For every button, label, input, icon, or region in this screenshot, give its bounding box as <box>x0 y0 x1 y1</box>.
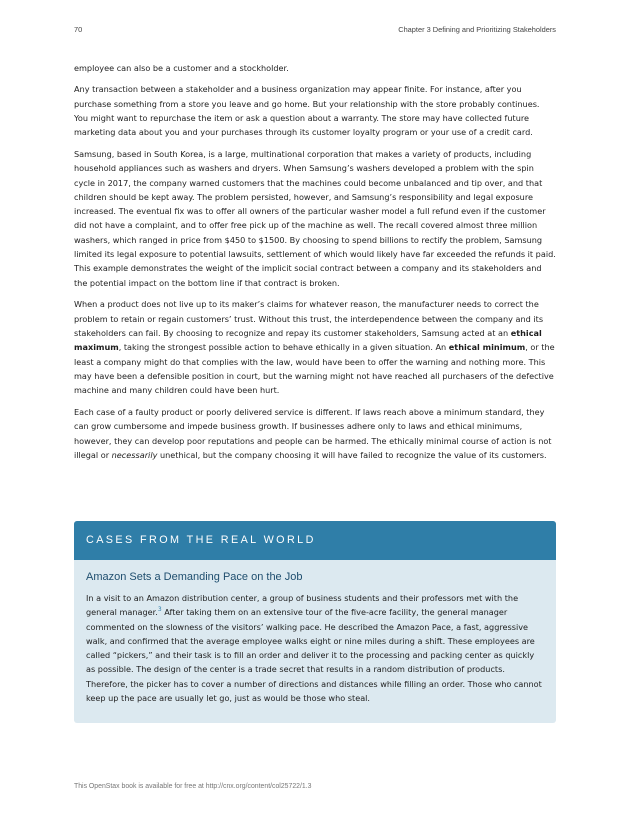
paragraph-4 <box>74 297 556 397</box>
page-header <box>74 25 556 37</box>
cases-feature-box <box>74 521 556 723</box>
paragraph-1: employee can also be a customer and a stockholder. <box>74 63 289 73</box>
main-text <box>74 61 556 470</box>
feature-text-part-a: In a visit to an Amazon distribution center, a group of business students and their professors met with the general manager. <box>86 593 519 618</box>
paragraph-5 <box>74 405 556 462</box>
feature-heading: CASES FROM THE REAL WORLD <box>74 521 556 560</box>
paragraph-2: Any transaction between a stakeholder and a business organization may appear finite. For instance, after you purchase something from a store you leave and go home. But your relationship with the store probably continues. You might want to repurchase the item or ask a question about a warranty. The store may have collected future marketing data about you and your purchases through its customer loyalty program or your use of a credit card. <box>74 84 540 138</box>
footnote-link[interactable]: 3 <box>157 606 162 614</box>
page-footer: This OpenStax book is available for free at http://cnx.org/content/col25722/1.3 <box>74 783 312 790</box>
paragraph-3: Samsung, based in South Korea, is a large, multinational corporation that makes a variety of products, including household appliances such as washers and dryers. When Samsung’s washers developed a problem with the spin cycle in 2017, the company warned customers that the machines could become unbalanced and tip over, and that children should be kept away. The problem persisted, however, and Samsung’s responsibility and legal exposure increased. The eventual fix was to offer all owners of the particular washer model a full refund even if the customer did not have a complaint, and to offer free pick up of the machine as well. The recall covered almost three million washers, which ranged in price from $450 to $1500. By choosing to spend billions to rectify the problem, Samsung limited its legal exposure to potential lawsuits, settlement of which would likely have far exceeded the refunds it paid. This example demonstrates the weight of the implicit social contract between a company and its stakeholders and the potential impact on the bottom line if that contract is broken. <box>74 148 556 288</box>
term-ethical-maximum: ethical maximum <box>74 328 542 353</box>
feature-text <box>86 591 544 705</box>
paragraph-4-part-c: , or the least a company might do that complies with the law, would have been to offer the warning and nothing more. This may have been a defensible position in court, but the warning might not have reached all purchasers of the defective machine and many children could have been hurt. <box>74 342 555 396</box>
emphasis-necessarily: necessarily <box>111 449 158 460</box>
page-number: 70 <box>74 25 83 34</box>
chapter-title: Chapter 3 Defining and Prioritizing Stakeholders <box>398 25 556 34</box>
paragraph-4-part-b: , taking the strongest possible action to behave ethically in a given situation. An <box>118 342 449 353</box>
term-ethical-minimum: ethical minimum <box>448 342 526 353</box>
feature-text-part-b: After taking them on an extensive tour of the five-acre facility, the general manager commented on the slowness of the visitors’ walking pace. He described the Amazon Pace, a fast, aggressive walk, and confirmed that the average employee walks eight or nine miles during a shift. These employees are called “pickers,” and their task is to fill an order and deliver it to the processing and packing center as quickly as possible. The design of the center is a trade secret that results in a random distribution of products. Therefore, the picker has to cover a number of directions and distances while filling an order. Those who cannot keep up the pace are usually let go, just as would be those who steal. <box>86 607 542 704</box>
paragraph-5-part-a: Each case of a faulty product or poorly delivered service is different. If laws reach above a minimum standard, they can grow cumbersome and impede business growth. If businesses adhere only to laws and ethical minimums, however, they can develop poor reputations and people can be harmed. The ethically minimal course of action is not illegal or <box>74 407 552 460</box>
feature-title: Amazon Sets a Demanding Pace on the Job <box>86 571 303 583</box>
paragraph-4-part-a: When a product does not live up to its maker’s claims for whatever reason, the manufacturer needs to correct the problem to retain or regain customers’ trust. Without this trust, the interdependence between the company and its stakeholders can fail. By choosing to recognize and repay its customer stakeholders, Samsung acted at an <box>74 299 544 339</box>
paragraph-5-part-b: unethical, but the company choosing it will have failed to recognize the value of its customers. <box>157 449 547 460</box>
